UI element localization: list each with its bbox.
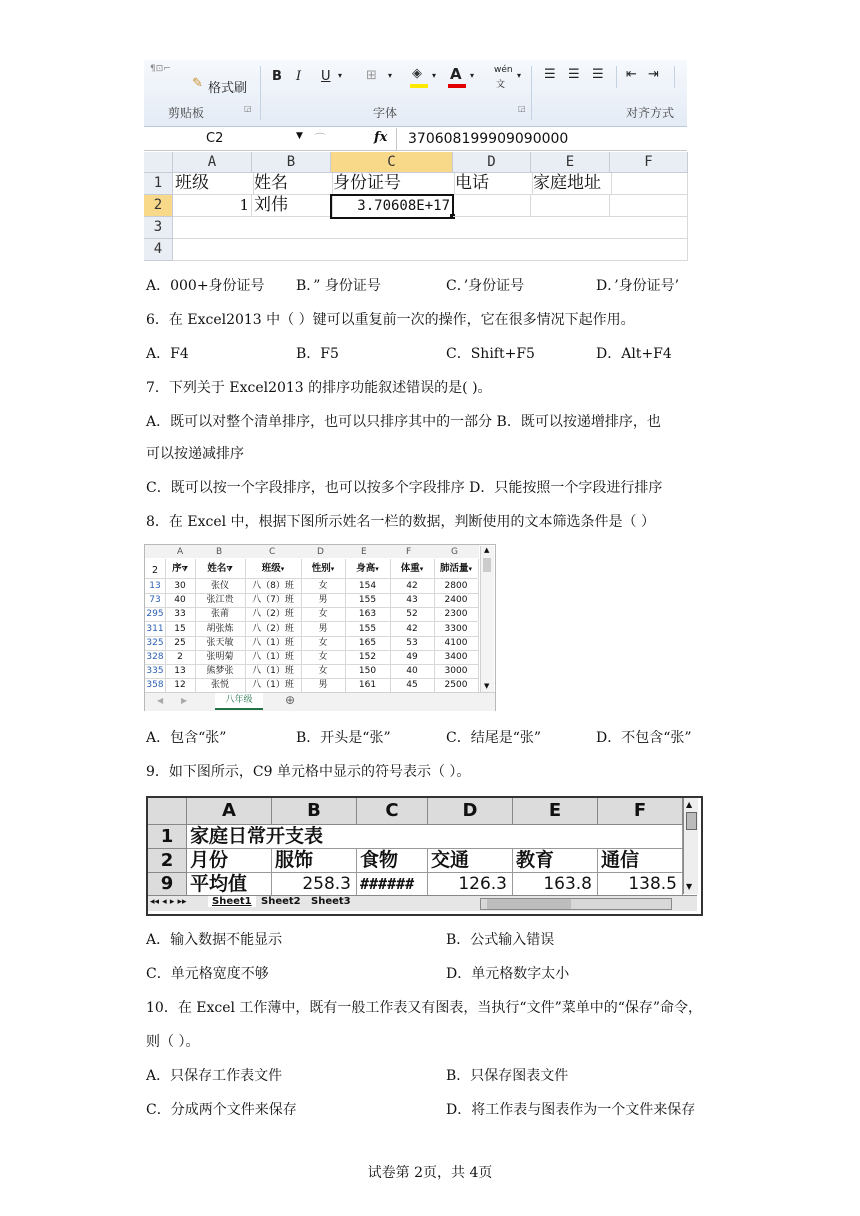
table-row[interactable] [145,664,478,679]
column-header[interactable]: E [513,798,598,825]
add-sheet-icon[interactable]: ⊕ [285,693,296,707]
q10-stem-cont: 则（ ）。 [146,1034,200,1050]
sheet-tab-bar [148,895,697,911]
table-header-row [145,559,478,579]
table-cell[interactable]: 43 [390,593,435,607]
table-cell[interactable]: 150 [345,664,391,678]
q8-option-a: A．包含“张” [146,730,227,746]
font-launcher-icon[interactable]: ◲ [518,104,526,113]
align-left-icon[interactable]: ☰ [544,67,556,82]
filtered-student-table-figure [144,544,496,711]
q5-option-a: A．000+身份证号 [146,278,265,294]
phonetic-button[interactable]: wén [494,65,513,75]
row-header[interactable]: 2 [144,195,173,217]
q5-option-c: C．’身份证号 [446,278,525,294]
underline-button[interactable]: U [321,69,331,84]
tab-scroll-left-icon[interactable]: ◀ [157,696,164,705]
header-cell[interactable]: 食物 [357,849,428,873]
scroll-thumb[interactable] [483,558,491,572]
divider [616,66,617,88]
header-label: 体重 [400,563,420,574]
table-cell[interactable]: 161 [345,678,391,692]
header-label: 性别 [311,563,331,574]
table-cell[interactable]: 154 [345,579,391,593]
format-painter-label[interactable]: 格式刷 [208,81,248,96]
divider [396,128,397,150]
table-cell[interactable]: 八（1）班 [245,636,302,650]
column-letter: G [451,547,458,557]
table-cell[interactable]: 3000 [434,664,479,678]
q6-option-a: A．F4 [146,346,189,362]
row-header[interactable]: 3 [144,217,173,239]
formula-input[interactable]: 370608199909090000 [408,131,569,147]
table-cell[interactable]: 163.8 [513,873,598,896]
table-cell[interactable]: 八（2）班 [245,607,302,621]
chevron-down-icon[interactable]: ▾ [470,71,475,80]
filter-active-icon[interactable]: ⧩ [226,565,233,573]
table-cell[interactable]: 12 [165,678,196,692]
table-row[interactable] [145,593,478,608]
header-cell[interactable]: 教育 [513,849,598,873]
scroll-up-icon[interactable]: ▲ [484,546,490,554]
name-box[interactable]: C2 [206,131,224,146]
font-group-label: 字体 [373,106,398,120]
column-header[interactable]: D [428,798,513,825]
q9-stem: 9．如下图所示，C9 单元格中显示的符号表示（ ）。 [146,764,471,780]
table-cell[interactable]: 张悦 [195,678,246,692]
align-right-icon[interactable]: ☰ [592,67,604,82]
q7-option-cd: C．既可以按一个字段排序，也可以按多个字段排序 D．只能按照一个字段进行排序 [146,480,663,496]
scroll-thumb[interactable] [686,812,697,830]
table-cell[interactable]: 女 [301,579,346,593]
table-cell[interactable]: 男 [301,678,346,692]
table-cell[interactable]: 155 [345,622,391,636]
table-cell[interactable]: 52 [390,607,435,621]
clipboard-launcher-icon[interactable]: ◲ [244,104,252,113]
q10-option-d: D．将工作表与图表作为一个文件来保存 [446,1102,696,1118]
alignment-group-label: 对齐方式 [626,106,675,120]
table-cell[interactable]: 男 [301,593,346,607]
select-all-corner[interactable] [148,798,187,825]
scroll-thumb[interactable] [487,899,571,909]
column-header[interactable]: B [252,152,331,173]
chevron-down-icon[interactable]: ▾ [388,71,393,80]
filter-dropdown-icon[interactable]: ▾ [468,565,473,573]
column-letter-bar [145,545,479,558]
column-header[interactable]: C [331,152,453,173]
column-letter: D [317,547,324,557]
scroll-down-icon[interactable]: ▼ [686,882,693,891]
row-number[interactable]: 311 [145,622,166,636]
header-label: 班级 [261,563,281,574]
table-cell[interactable]: 3400 [434,650,479,664]
divider [674,66,675,88]
cell[interactable] [428,825,683,849]
table-row[interactable] [145,622,478,637]
column-header[interactable]: F [598,798,683,825]
header-cell[interactable] [301,559,346,578]
header-cell[interactable] [165,559,196,578]
q8-stem: 8．在 Excel 中，根据下图所示姓名一栏的数据，判断使用的文本筛选条件是（ ） [146,514,655,530]
table-cell[interactable]: 男 [301,622,346,636]
worksheet-grid [144,152,687,266]
fill-color-swatch [410,84,428,88]
function-icon[interactable]: fx [374,130,388,145]
q5-option-b: B．” 身份证号 [296,278,381,294]
cell[interactable]: 刘伟 [252,195,333,217]
table-row[interactable] [145,607,478,622]
vertical-scrollbar[interactable] [480,546,494,692]
table-cell[interactable]: 258.3 [272,873,357,896]
row-header[interactable]: 2 [148,849,187,873]
format-painter-icon[interactable]: ✎ [192,76,203,91]
vertical-scrollbar[interactable] [683,798,698,894]
column-letter: A [177,547,184,557]
decrease-indent-icon[interactable]: ⇤ [626,67,637,82]
table-cell[interactable]: 13 [165,664,196,678]
italic-button[interactable]: I [296,69,302,84]
table-cell[interactable]: 155 [345,593,391,607]
sheet-tab[interactable]: Sheet3 [311,896,351,907]
table-cell[interactable]: 平均值 [187,873,272,896]
empty-row[interactable] [173,217,688,239]
column-header[interactable]: D [453,152,531,173]
table-cell[interactable]: 42 [390,579,435,593]
column-letter: F [406,547,412,557]
q7-stem: 7．下列关于 Excel2013 的排序功能叙述错误的是( )。 [146,380,492,396]
q10-option-b: B．只保存图表文件 [446,1068,569,1084]
divider [260,66,261,120]
q7-option-ab-cont: 可以按递减排序 [146,446,244,462]
column-letter: C [269,547,276,557]
row-number[interactable]: 325 [145,636,166,650]
q9-option-a: A．输入数据不能显示 [146,932,283,948]
name-box-dropdown-icon[interactable]: ▼ [296,131,303,141]
table-cell[interactable]: 2500 [434,678,479,692]
row-number[interactable]: 13 [145,579,166,593]
table-cell[interactable]: 25 [165,636,196,650]
cell[interactable]: 班级 [173,173,254,195]
sheet-tab[interactable]: Sheet2 [261,896,301,907]
font-color-swatch [448,84,466,88]
table-cell[interactable]: 165 [345,636,391,650]
filter-dropdown-icon[interactable]: ▾ [330,565,335,573]
bold-button[interactable]: B [272,69,282,84]
table-cell[interactable]: 张明菊 [195,650,246,664]
fill-color-icon[interactable]: ◈ [412,66,422,81]
q10-option-c: C．分成两个文件来保存 [146,1102,297,1118]
table-cell[interactable]: 4100 [434,636,479,650]
cell[interactable]: 电话 [453,173,533,195]
paste-area: ¶⊡⌐ [150,64,171,74]
q8-option-c: C．结尾是“张” [446,730,542,746]
header-cell[interactable] [345,559,391,578]
table-cell[interactable]: 163 [345,607,391,621]
chevron-down-icon[interactable]: ▾ [432,71,437,80]
font-color-button[interactable]: A [450,65,462,83]
table-row[interactable] [145,579,478,594]
tab-scroll-right-icon[interactable]: ▶ [181,696,188,705]
table-cell[interactable]: 八（1）班 [245,664,302,678]
cell[interactable]: 家庭地址 [531,173,612,195]
row-header[interactable]: 9 [148,873,187,896]
column-letter: E [361,547,367,557]
q6-stem: 6．在 Excel2013 中（ ）键可以重复前一次的操作，它在很多情况下起作用。 [146,312,635,328]
active-cell-c2[interactable]: 3.70608E+17 [330,194,454,219]
q8-option-d: D．不包含“张” [596,730,692,746]
table-cell[interactable]: 八（7）班 [245,593,302,607]
border-icon[interactable]: ⊞ [366,68,377,83]
header-cell[interactable]: 通信 [598,849,683,873]
q6-option-d: D．Alt+F4 [596,346,672,362]
sheet-tab[interactable]: 八年级 [215,693,263,710]
column-letter: B [216,547,223,557]
table-cell[interactable]: 49 [390,650,435,664]
table-cell[interactable]: 八（1）班 [245,650,302,664]
table-cell[interactable]: 八（1）班 [245,678,302,692]
q10-option-a: A．只保存工作表文件 [146,1068,283,1084]
table-cell[interactable]: 女 [301,607,346,621]
clipboard-group-label: 剪贴板 [168,106,205,120]
header-cell[interactable]: 服饰 [272,849,357,873]
table-cell[interactable]: 张莆 [195,607,246,621]
table-cell[interactable]: 15 [165,622,196,636]
column-header[interactable]: A [187,798,272,825]
phonetic-icon: 文 [496,80,506,90]
cell[interactable]: 1 [173,195,252,217]
row-number[interactable]: 73 [145,593,166,607]
chevron-down-icon[interactable]: ▾ [338,71,343,80]
table-cell[interactable]: 30 [165,579,196,593]
formula-bar-handle-icon: ⌒ [314,132,327,146]
table-cell[interactable]: 33 [165,607,196,621]
cell[interactable]: 姓名 [252,173,333,195]
tab-nav-icon[interactable]: ◂◂ ◂ ▸ ▸▸ [150,897,187,907]
select-all-corner[interactable] [144,152,173,173]
cell[interactable] [610,173,688,195]
q6-option-c: C．Shift+F5 [446,346,535,362]
header-cell[interactable] [434,559,479,578]
table-cell[interactable]: 女 [301,636,346,650]
cell[interactable]: 身份证号 [331,173,455,195]
column-header[interactable]: A [173,152,252,173]
table-cell[interactable]: 3300 [434,622,479,636]
table-cell[interactable]: 138.5 [598,873,683,896]
row-header[interactable]: 1 [144,173,173,195]
horizontal-scrollbar[interactable] [480,898,672,910]
filter-dropdown-icon[interactable]: ▾ [280,565,285,573]
chevron-down-icon[interactable]: ▾ [517,71,522,80]
header-cell[interactable] [245,559,302,578]
table-cell[interactable]: 胡张炼 [195,622,246,636]
header-cell[interactable]: 月份 [187,849,272,873]
formula-bar [144,128,687,151]
column-header[interactable]: E [531,152,610,173]
header-label: 序 [172,563,182,574]
table-cell[interactable]: 40 [390,664,435,678]
table-cell[interactable]: 女 [301,664,346,678]
filter-dropdown-icon[interactable]: ▾ [419,565,424,573]
table-cell[interactable]: 42 [390,622,435,636]
row-number[interactable]: 335 [145,664,166,678]
scroll-up-icon[interactable]: ▲ [686,800,693,809]
cell[interactable] [453,195,531,217]
table-cell[interactable]: 2400 [434,593,479,607]
table-cell[interactable]: 熊梦张 [195,664,246,678]
q9-option-b: B．公式输入错误 [446,932,555,948]
column-header[interactable]: F [610,152,688,173]
table-cell[interactable]: 女 [301,650,346,664]
q8-option-b: B．开头是“张” [296,730,391,746]
table-cell[interactable]: 2 [165,650,196,664]
table-cell[interactable]: 2300 [434,607,479,621]
row-number[interactable]: 328 [145,650,166,664]
q10-stem: 10．在 Excel 工作薄中，既有一般工作表又有图表，当执行“文件”菜单中的“保存”命令， [146,1000,703,1016]
divider [531,66,532,120]
row-number: 2 [145,559,166,578]
header-label: 肺活量 [439,563,469,574]
cell-c9-overflow[interactable]: ###### [357,873,428,896]
row-header[interactable]: 1 [148,825,187,849]
row-number[interactable]: 358 [145,678,166,692]
scroll-down-icon[interactable]: ▼ [484,682,490,690]
table-cell[interactable]: 张仪 [195,579,246,593]
table-row[interactable] [145,650,478,665]
table-cell[interactable]: 八（2）班 [245,622,302,636]
ribbon [144,60,687,127]
header-label: 姓名 [207,563,227,574]
sheet-tab-bar [145,692,495,711]
q6-option-b: B．F5 [296,346,339,362]
table-cell[interactable]: 八（8）班 [245,579,302,593]
table-row[interactable] [145,636,478,651]
table-cell[interactable]: 45 [390,678,435,692]
header-label: 身高 [356,563,376,574]
excel-formatting-figure [144,60,687,266]
sheet-tab-active[interactable]: Sheet1 [208,896,256,907]
header-cell[interactable]: 交通 [428,849,513,873]
table-cell[interactable]: 张天敏 [195,636,246,650]
table-cell[interactable]: 40 [165,593,196,607]
cell[interactable] [610,195,688,217]
align-center-icon[interactable]: ☰ [568,67,580,82]
cell[interactable] [531,195,610,217]
table-cell[interactable]: 53 [390,636,435,650]
table-cell[interactable]: 张江贵 [195,593,246,607]
q9-option-c: C．单元格宽度不够 [146,966,269,982]
household-expense-table-figure [146,796,703,916]
header-cell[interactable] [390,559,435,578]
column-header[interactable]: B [272,798,357,825]
filter-active-icon[interactable]: ⧩ [181,565,188,573]
header-cell[interactable] [195,559,246,578]
q9-option-d: D．单元格数字太小 [446,966,570,982]
table-cell[interactable]: 152 [345,650,391,664]
table-title-cell[interactable]: 家庭日常开支表 [187,825,430,849]
page-footer: 试卷第 2页，共 4页 [367,1165,493,1181]
row-header[interactable]: 4 [144,239,173,261]
table-cell[interactable]: 126.3 [428,873,513,896]
increase-indent-icon[interactable]: ⇥ [648,67,659,82]
empty-row[interactable] [173,239,688,261]
filter-dropdown-icon[interactable]: ▾ [375,565,379,573]
row-number[interactable]: 295 [145,607,166,621]
column-header[interactable]: C [357,798,428,825]
table-cell[interactable]: 2800 [434,579,479,593]
q5-option-d: D．’身份证号’ [596,278,680,294]
q7-option-ab: A．既可以对整个清单排序，也可以只排序其中的一部分 B．既可以按递增排序，也 [146,414,661,430]
